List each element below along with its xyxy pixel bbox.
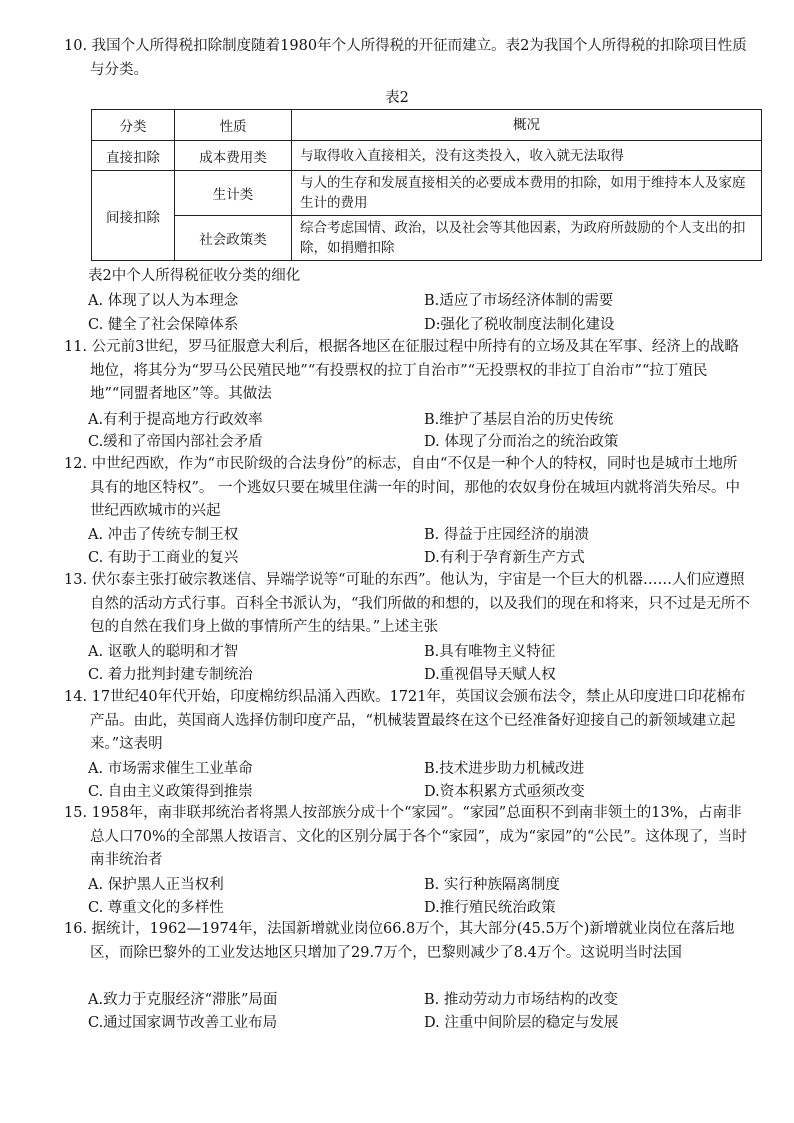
question-16-stem: 16. 据统计，1962—1974年，法国新增就业岗位66.8万个，其大部分(45.5万个)新增就业岗位在落后地区，而除巴黎外的工业发达地区只增加了29.7万个，巴黎则减少了8.4万个。这说明当时法国 xyxy=(64,921,735,961)
option-a: A. 冲击了传统专制王权 xyxy=(88,527,239,543)
question-14-options-row2 xyxy=(88,780,748,802)
question-13-stem: 13. 伏尔泰主张打破宗教迷信、异端学说等“可耻的东西”。他认为，宇宙是一个巨大的机器……人们应遵照自然的活动方式行事。百科全书派认为，“我们所做的和想的，以及我们的现在和将来，只不过是无所不包的自然在我们身上做的事情所产生的结果。”上述主张 xyxy=(64,572,750,635)
question-15-options-row2 xyxy=(88,896,748,918)
table-row xyxy=(92,171,762,216)
question-10-options-row1 xyxy=(88,289,748,311)
option-b: B. 实行种族隔离制度 xyxy=(424,877,560,893)
header-category: 分类 xyxy=(92,110,175,141)
option-b: B.技术进步助力机械改进 xyxy=(424,761,585,777)
option-b: B. 推动劳动力市场结构的改变 xyxy=(424,992,618,1008)
option-d: D.资本积累方式亟须改变 xyxy=(424,784,585,800)
header-overview: 概况 xyxy=(292,110,762,141)
header-nature: 性质 xyxy=(175,110,292,141)
option-a: A. 讴歌人的聪明和才智 xyxy=(88,644,239,660)
question-16-options-row2 xyxy=(88,1011,748,1033)
option-c: C. 尊重文化的多样性 xyxy=(88,900,224,916)
option-a: A.致力于克服经济“滞胀”局面 xyxy=(88,992,278,1008)
option-c: C.缓和了帝国内部社会矛盾 xyxy=(88,434,263,450)
question-12-stem: 12. 中世纪西欧，作为“市民阶级的合法身份”的标志，自由“不仅是一种个人的特权，同时也是城市土地所具有的地区特权”。 一个逃奴只要在城里住满一年的时间，那他的农奴身份在城垣内就将消失殆尽。中世纪西欧城市的兴起 xyxy=(64,456,741,519)
cell-desc-social-policy: 综合考虑国情、政治，以及社会等其他因素，为政府所鼓励的个人支出的扣除，如捐赠扣除 xyxy=(292,216,762,261)
question-11-options-row1 xyxy=(88,408,748,430)
table-header-row xyxy=(92,110,762,141)
option-a: A. 体现了以人为本理念 xyxy=(88,293,239,309)
question-13-options-row1 xyxy=(88,640,748,662)
question-14-options-row1 xyxy=(88,757,748,779)
table-row xyxy=(92,141,762,171)
question-15-stem: 15. 1958年，南非联邦统治者将黑人按部族分成十个“家园”。“家园”总面积不到南非领土的13%，占南非总人口70%的全部黑人按语言、文化的区别分属于各个“家园”，成为“家园”的“公民”。这体现了，当时南非统治者 xyxy=(64,805,747,868)
option-c: C. 有助于工商业的复兴 xyxy=(88,550,239,566)
option-d: D. 注重中间阶层的稳定与发展 xyxy=(424,1015,619,1031)
cell-nature-social-policy: 社会政策类 xyxy=(175,216,292,261)
option-c: C.通过国家调节改善工业布局 xyxy=(88,1015,278,1031)
cell-category-direct: 直接扣除 xyxy=(92,141,175,171)
option-c: C. 健全了社会保障体系 xyxy=(88,317,239,333)
cell-desc-cost: 与取得收入直接相关，没有这类投入，收入就无法取得 xyxy=(292,141,762,171)
option-a: A. 保护黑人正当权利 xyxy=(88,877,224,893)
question-10-prompt: 表2中个人所得税征收分类的细化 xyxy=(88,268,301,284)
option-c: C. 自由主义政策得到推崇 xyxy=(88,784,253,800)
cell-nature-cost: 成本费用类 xyxy=(175,141,292,171)
option-d: D. 体现了分而治之的统治政策 xyxy=(424,434,619,450)
table-caption: 表2 xyxy=(385,90,409,106)
cell-nature-livelihood: 生计类 xyxy=(175,171,292,216)
question-10-options-row2 xyxy=(88,313,748,335)
option-c: C. 着力批判封建专制统治 xyxy=(88,667,253,683)
table-row xyxy=(92,216,762,261)
question-15-options-row1 xyxy=(88,873,748,895)
question-12-options-row1 xyxy=(88,523,748,545)
cell-desc-livelihood: 与人的生存和发展直接相关的必要成本费用的扣除，如用于维持本人及家庭生计的费用 xyxy=(292,171,762,216)
question-11-stem: 11. 公元前3世纪，罗马征服意大利后，根据各地区在征服过程中所持有的立场及其在军事、经济上的战略地位，将其分为“罗马公民殖民地”“有投票权的拉丁自治市”“无投票权的非拉丁自治市”“拉丁殖民地”“同盟者地区”等。其做法 xyxy=(64,339,739,402)
option-d: D.重视倡导天赋人权 xyxy=(424,667,556,683)
option-a: A. 市场需求催生工业革命 xyxy=(88,761,253,777)
option-d: D.推行殖民统治政策 xyxy=(424,900,556,916)
option-d: D.有利于孕育新生产方式 xyxy=(424,550,585,566)
question-16-options-row1 xyxy=(88,988,748,1010)
option-b: B.具有唯物主义特征 xyxy=(424,644,556,660)
deduction-table xyxy=(91,109,762,261)
option-d: D:强化了税收制度法制化建设 xyxy=(424,317,615,333)
question-10-stem: 10. 我国个人所得税扣除制度随着1980年个人所得税的开征而建立。表2为我国个人所得税的扣除项目性质与分类。 xyxy=(64,38,747,78)
question-14-stem: 14. 17世纪40年代开始，印度棉纺织品涌入西欧。1721年，英国议会颁布法令，禁止从印度进口印花棉布产品。由此，英国商人选择仿制印度产品，“机械装置最终在这个已经准备好迎接自己的新领域建立起来。”这表明 xyxy=(64,689,746,752)
option-b: B.适应了市场经济体制的需要 xyxy=(424,293,614,309)
question-11-options-row2 xyxy=(88,430,748,452)
option-b: B. 得益于庄园经济的崩溃 xyxy=(424,527,589,543)
question-12-options-row2 xyxy=(88,546,748,568)
question-13-options-row2 xyxy=(88,663,748,685)
option-b: B.维护了基层自治的历史传统 xyxy=(424,412,614,428)
cell-category-indirect: 间接扣除 xyxy=(92,171,175,261)
option-a: A.有利于提高地方行政效率 xyxy=(88,412,263,428)
